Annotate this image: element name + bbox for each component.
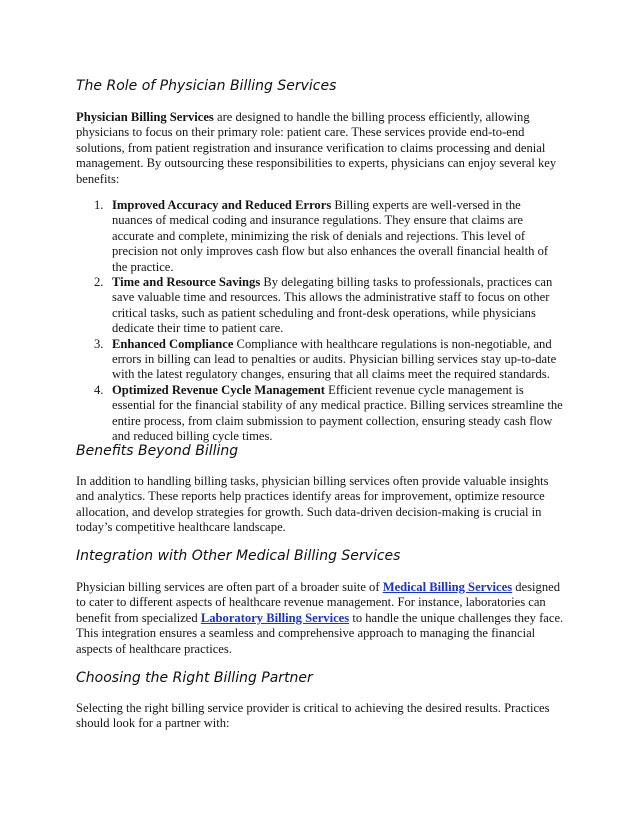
list-item-text: By delegating billing tasks to professionals, practices can save valuable time and resources. This allows the administrative staff to focus on other critical tasks, such as patient scheduling and front-desk operations, while physicians dedicate their time to patient care. <box>112 275 553 336</box>
list-item-title: Enhanced Compliance <box>112 336 234 351</box>
benefits-list <box>76 198 564 445</box>
laboratory-billing-services-link[interactable]: Laboratory Billing Services <box>200 610 350 625</box>
list-item <box>76 198 564 275</box>
list-item-title: Optimized Revenue Cycle Management <box>112 382 325 397</box>
list-item <box>76 275 564 337</box>
list-item <box>76 337 564 383</box>
list-item-title: Improved Accuracy and Reduced Errors <box>112 198 332 212</box>
list-item-number: 2. <box>94 275 104 290</box>
paragraph-benefits-beyond: In addition to handling billing tasks, physician billing services often provide valuable insights and analytics. These reports help practices identify areas for improvement, optimize resource allocation, and develop strategies for growth. Such data-driven decision-making is crucial in today’s competitive healthcare landscape. <box>76 474 549 535</box>
medical-billing-services-link[interactable]: Medical Billing Services <box>382 580 513 594</box>
list-item-number: 3. <box>94 336 104 351</box>
list-item-title: Time and Resource Savings <box>112 275 261 290</box>
list-item-number: 4. <box>94 382 104 397</box>
paragraph-integration <box>76 580 564 657</box>
list-item-text: Efficient revenue cycle management is essential for the financial stability of any medical practice. Billing services streamline the entire process, from claim submission to payment collection, ensuring steady cash flow and reduced billing cycle times. <box>112 382 563 444</box>
heading-choosing-partner: Choosing the Right Billing Partner <box>76 670 313 686</box>
heading-role-of-physician-billing: The Role of Physician Billing Services <box>76 78 337 94</box>
list-item-text: Compliance with healthcare regulations is non-negotiable, and errors in billing can lead to penalties or audits. Physician billing services stay up-to-date with the latest regulatory changes, ensuring that all claims meet the required standards. <box>112 336 557 382</box>
heading-integration: Integration with Other Medical Billing Services <box>76 548 401 564</box>
integration-text-1: Physician billing services are often part of a broader suite of <box>76 580 383 594</box>
list-item-number: 1. <box>94 198 104 212</box>
integration-text-3: to handle the unique challenges they face. This integration ensures a seamless and comprehensive approach to managing the financial aspects of healthcare practices. <box>76 610 564 656</box>
intro-text: are designed to handle the billing process efficiently, allowing physicians to focus on their primary role: patient care. These services provide end-to-end solutions, from patient registration and insurance verification to claims processing and denial management. By outsourcing these responsibilities to experts, physicians can enjoy several key benefits: <box>76 110 557 186</box>
paragraph-choosing-partner: Selecting the right billing service provider is critical to achieving the desired results. Practices should look for a partner with: <box>76 701 550 731</box>
integration-text-2: designed to cater to different aspects of healthcare revenue management. For instance, laboratories can benefit from specialized <box>76 580 561 625</box>
intro-bold-term: Physician Billing Services <box>76 110 214 124</box>
list-item <box>76 383 564 445</box>
list-item-text: Billing experts are well-versed in the nuances of medical coding and insurance regulations. They ensure that claims are accurate and complete, minimizing the risk of denials and rejections. This level of precision not only improves cash flow but also enhances the overall financial health of the practice. <box>112 198 549 274</box>
paragraph-role-intro <box>76 110 564 187</box>
heading-benefits-beyond-billing: Benefits Beyond Billing <box>76 443 239 459</box>
